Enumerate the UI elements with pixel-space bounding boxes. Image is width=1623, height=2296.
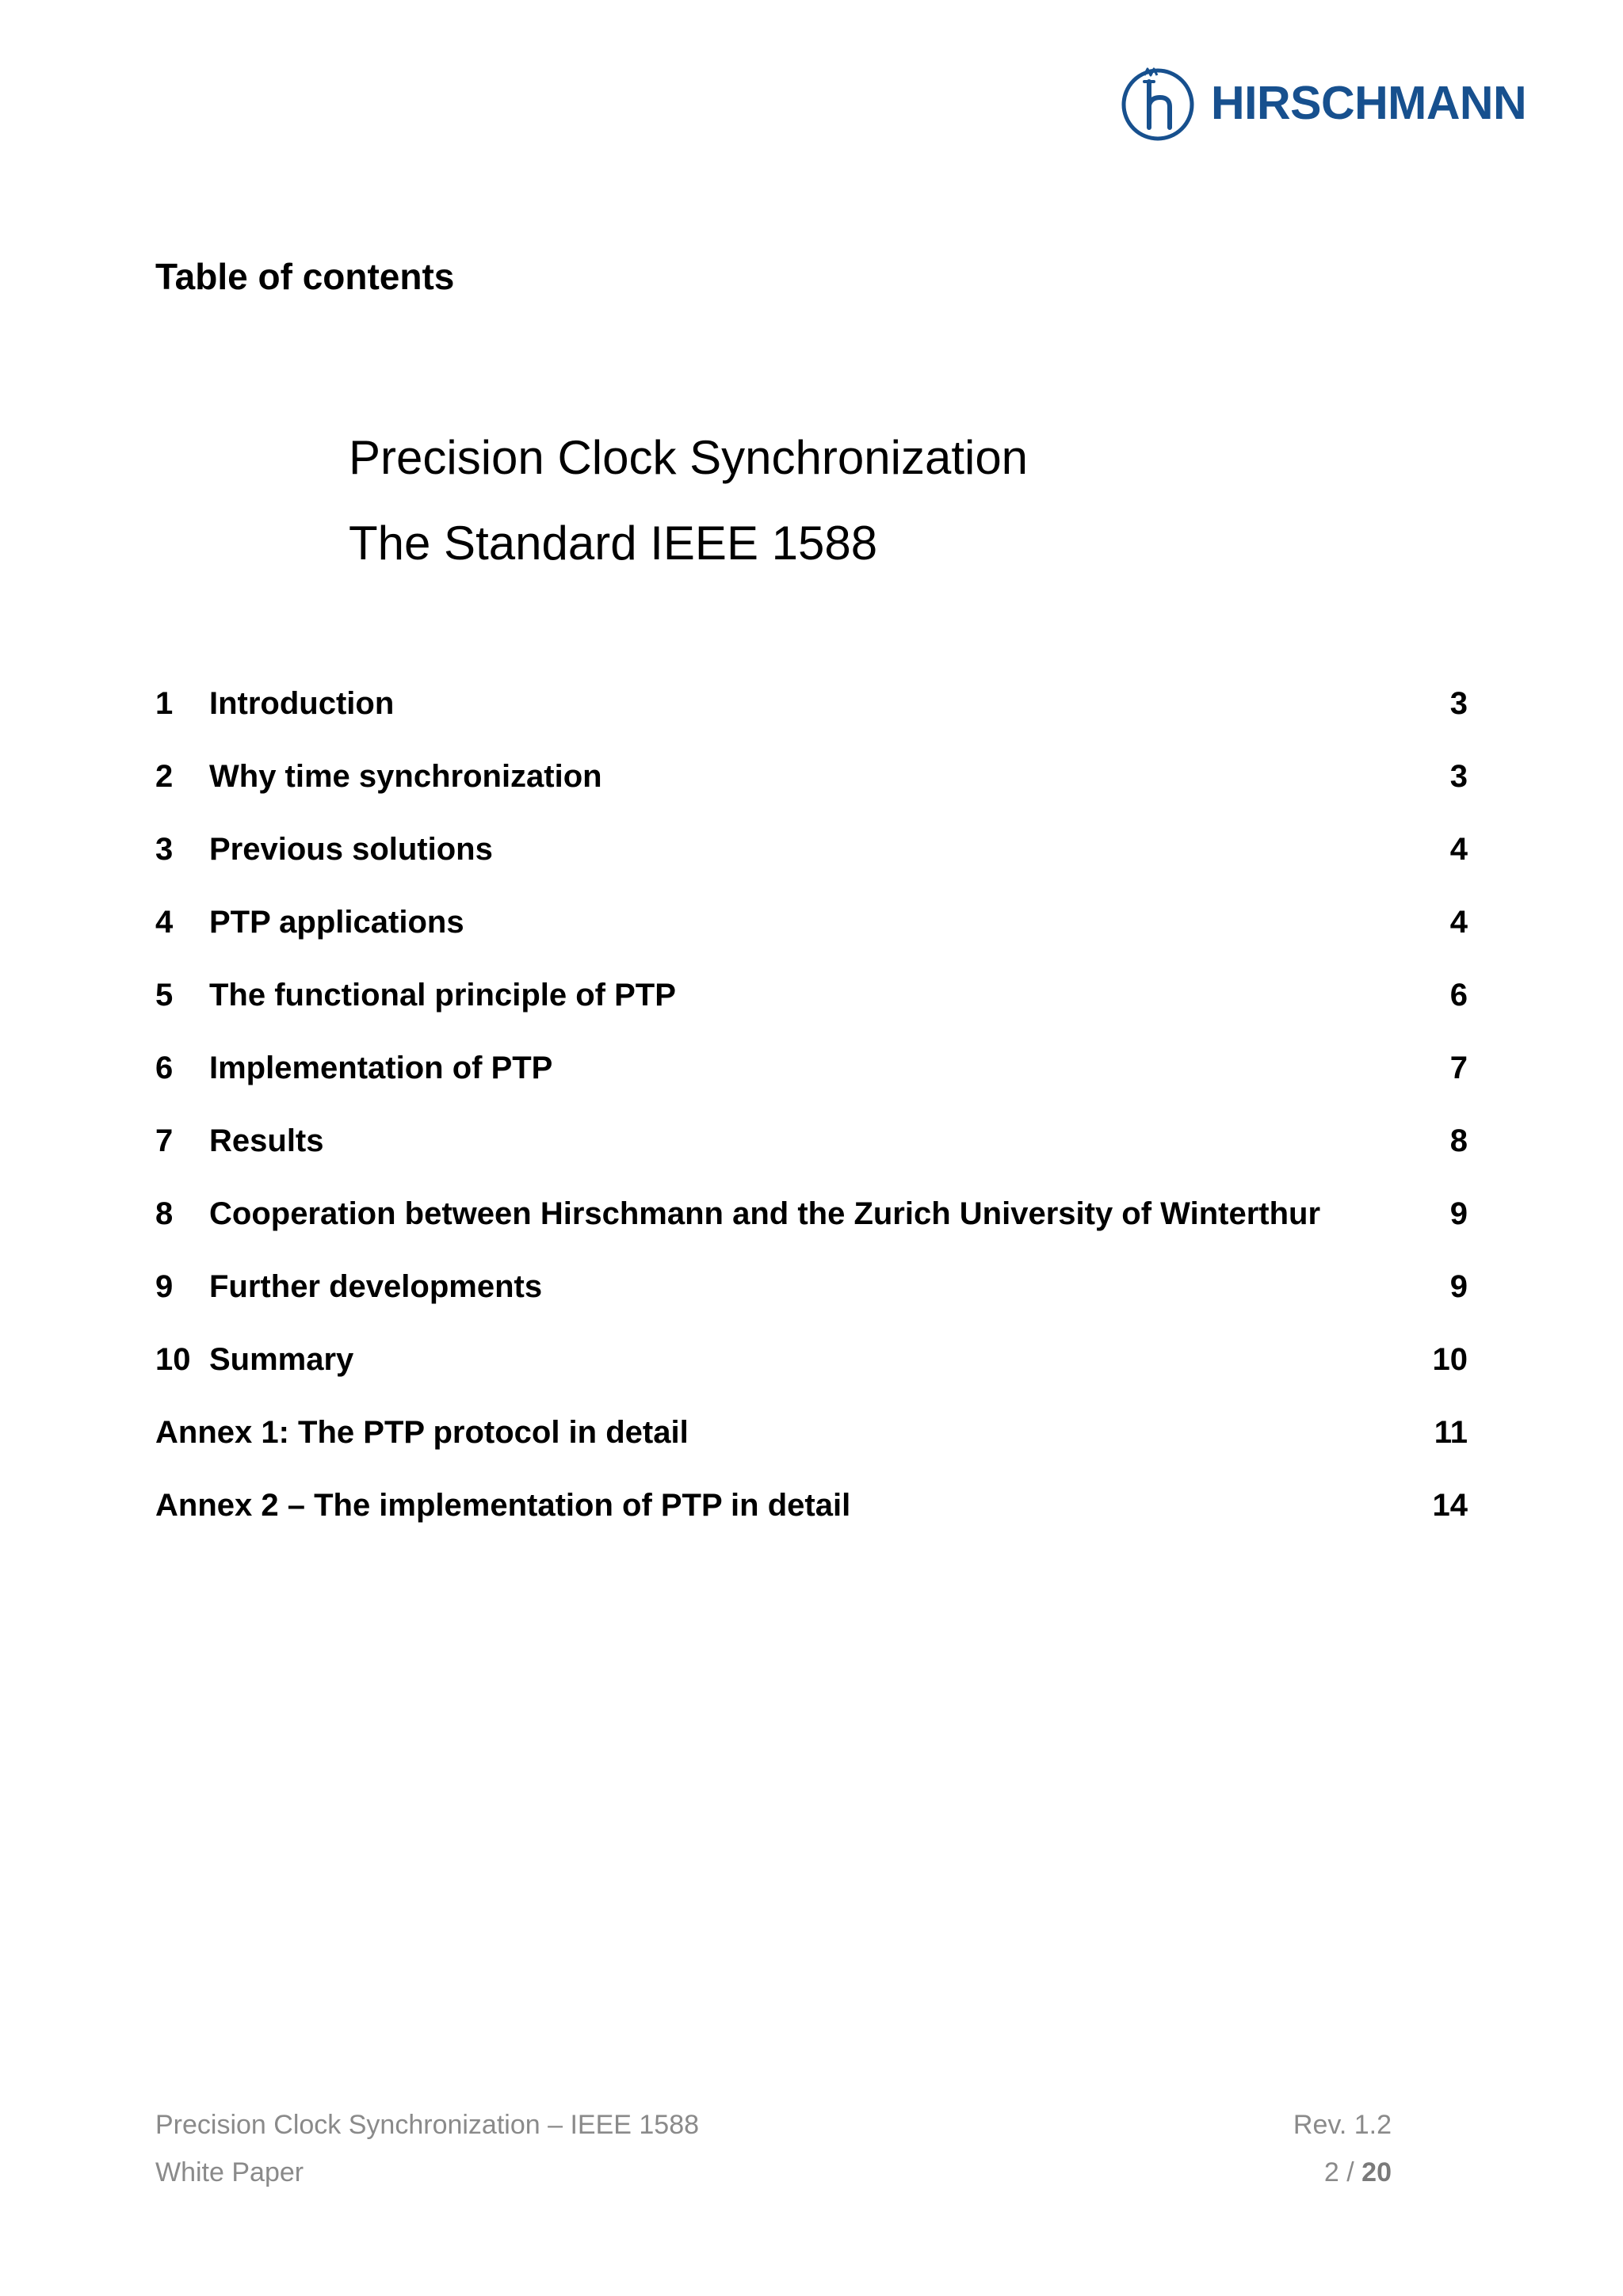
footer-doc-name: Precision Clock Synchronization – IEEE 1588 — [155, 2110, 700, 2140]
footer-revision: Rev. 1.2 — [1293, 2110, 1392, 2140]
toc-entry-title: Summary — [209, 1342, 354, 1377]
toc-entry-title: Introduction — [209, 686, 395, 721]
toc-entry-title: Why time synchronization — [209, 759, 602, 794]
toc-entry-page: 3 — [1449, 759, 1468, 794]
toc-entry-number: 6 — [155, 1051, 174, 1085]
toc-entry-title: Previous solutions — [209, 832, 493, 867]
toc-entry-page: 3 — [1449, 686, 1468, 721]
toc-entry-page: 6 — [1449, 978, 1468, 1013]
hirschmann-logo-icon — [1121, 64, 1195, 142]
toc-entry-title: Annex 1: The PTP protocol in detail — [155, 1415, 689, 1450]
toc-entry-1[interactable] — [155, 683, 1468, 756]
toc-entry-annex-1[interactable] — [155, 1412, 1468, 1485]
toc-entry-page: 9 — [1449, 1269, 1468, 1304]
document-title — [349, 415, 1028, 586]
footer-page-current: 2 — [1323, 2157, 1339, 2187]
toc-entry-number: 1 — [155, 686, 174, 721]
footer-page-total: 20 — [1361, 2157, 1392, 2187]
footer-row-1 — [155, 2101, 1392, 2149]
toc-entry-6[interactable] — [155, 1047, 1468, 1120]
toc-entry-9[interactable] — [155, 1266, 1468, 1339]
document-title-line-2: The Standard IEEE 1588 — [349, 517, 878, 570]
toc-entry-title: Cooperation between Hirschmann and the Zurich University of Winterthur — [209, 1196, 1321, 1231]
footer-page-separator: / — [1338, 2157, 1362, 2187]
toc-entry-page: 9 — [1449, 1196, 1468, 1231]
table-of-contents — [155, 683, 1468, 1558]
toc-entry-4[interactable] — [155, 902, 1468, 974]
toc-entry-title: Implementation of PTP — [209, 1051, 553, 1085]
toc-entry-annex-2[interactable] — [155, 1485, 1468, 1558]
toc-entry-title: PTP applications — [209, 905, 464, 940]
footer-row-2 — [155, 2149, 1392, 2196]
toc-entry-page: 10 — [1432, 1342, 1468, 1377]
toc-entry-number: 7 — [155, 1123, 174, 1158]
footer-doc-type: White Paper — [155, 2157, 304, 2187]
toc-entry-page: 7 — [1449, 1051, 1468, 1085]
toc-entry-page: 8 — [1449, 1123, 1468, 1158]
toc-entry-3[interactable] — [155, 829, 1468, 902]
toc-entry-number: 4 — [155, 905, 174, 940]
footer-page-number — [1324, 2149, 1392, 2196]
page-footer — [155, 2101, 1392, 2196]
toc-entry-number: 2 — [155, 759, 174, 794]
toc-entry-page: 4 — [1449, 905, 1468, 940]
toc-entry-title: Further developments — [209, 1269, 543, 1304]
toc-entry-number: 5 — [155, 978, 174, 1013]
document-title-line-1: Precision Clock Synchronization — [349, 431, 1029, 484]
toc-entry-number: 3 — [155, 832, 174, 867]
toc-entry-7[interactable] — [155, 1120, 1468, 1193]
toc-entry-8[interactable] — [155, 1193, 1468, 1266]
toc-entry-page: 11 — [1434, 1415, 1468, 1450]
toc-entry-number: 10 — [155, 1342, 191, 1377]
toc-entry-title: Annex 2 – The implementation of PTP in detail — [155, 1488, 851, 1523]
logo-text: HIRSCHMANN — [1211, 76, 1527, 129]
toc-entry-page: 14 — [1432, 1488, 1468, 1523]
toc-entry-title: The functional principle of PTP — [209, 978, 676, 1013]
toc-entry-5[interactable] — [155, 974, 1468, 1047]
toc-entry-title: Results — [209, 1123, 324, 1158]
toc-heading: Table of contents — [155, 256, 455, 297]
toc-entry-number: 8 — [155, 1196, 174, 1231]
hirschmann-logo — [1121, 62, 1526, 144]
toc-entry-page: 4 — [1449, 832, 1468, 867]
toc-entry-number: 9 — [155, 1269, 174, 1304]
toc-entry-2[interactable] — [155, 756, 1468, 829]
toc-entry-10[interactable] — [155, 1339, 1468, 1412]
